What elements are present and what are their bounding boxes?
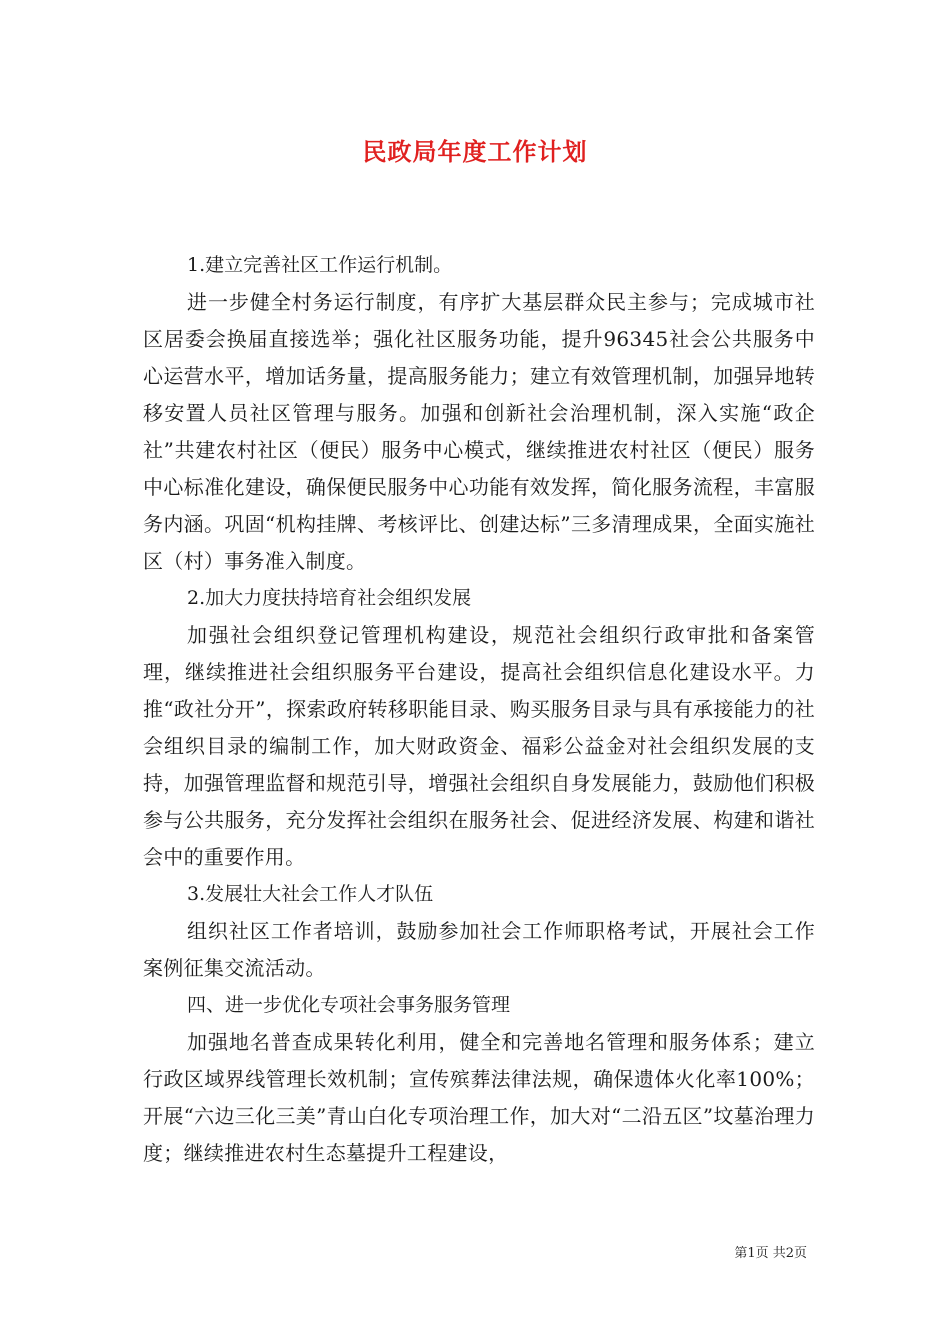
section-paragraph-2: 加强社会组织登记管理机构建设，规范社会组织行政审批和备案管理，继续推进社会组织服务平台建设，提高社会组织信息化建设水平。力推“政社分开”，探索政府转移职能目录、购买服务目录与具有承接能力的社会组织目录的编制工作，加大财政资金、福彩公益金对社会组织发展的支持，加强管理监督和规范引导，增强社会组织自身发展能力，鼓励他们积极参与公共服务，充分发挥社会组织在服务社会、促进经济发展、构建和谐社会中的重要作用。 bbox=[143, 623, 815, 869]
section-paragraph-1: 进一步健全村务运行制度，有序扩大基层群众民主参与；完成城市社区居委会换届直接选举；强化社区服务功能，提升96345社会公共服务中心运营水平，增加话务量，提高服务能力；建立有效管理机制，加强异地转移安置人员社区管理与服务。加强和创新社会治理机制，深入实施“政企社”共建农村社区（便民）服务中心模式，继续推进农村社区（便民）服务中心标准化建设，确保便民服务中心功能有效发挥，简化服务流程，丰富服务内涵。巩固“机构挂牌、考核评比、创建达标”三多清理成果，全面实施社区（村）事务准入制度。 bbox=[143, 290, 815, 573]
section-heading-2: 2.加大力度扶持培育社会组织发展 bbox=[187, 587, 472, 609]
section-paragraph-3: 组织社区工作者培训，鼓励参加社会工作师职格考试，开展社会工作案例征集交流活动。 bbox=[143, 919, 815, 980]
document-title: 民政局年度工作计划 bbox=[362, 137, 588, 166]
section-paragraph-4: 加强地名普查成果转化利用，健全和完善地名管理和服务体系；建立行政区域界线管理长效机制；宣传殡葬法律法规，确保遗体火化率100%；开展“六边三化三美”青山白化专项治理工作，加大对“二沿五区”坟墓治理力度；继续推进农村生态墓提升工程建设， bbox=[143, 1030, 815, 1165]
section-heading-3: 3.发展壮大社会工作人才队伍 bbox=[187, 883, 434, 905]
section-heading-1: 1.建立完善社区工作运行机制。 bbox=[187, 254, 453, 276]
section-heading-4: 四、进一步优化专项社会事务服务管理 bbox=[187, 994, 511, 1016]
page-footer: 第1页 共2页 bbox=[734, 1246, 807, 1261]
document-body bbox=[143, 247, 815, 1172]
